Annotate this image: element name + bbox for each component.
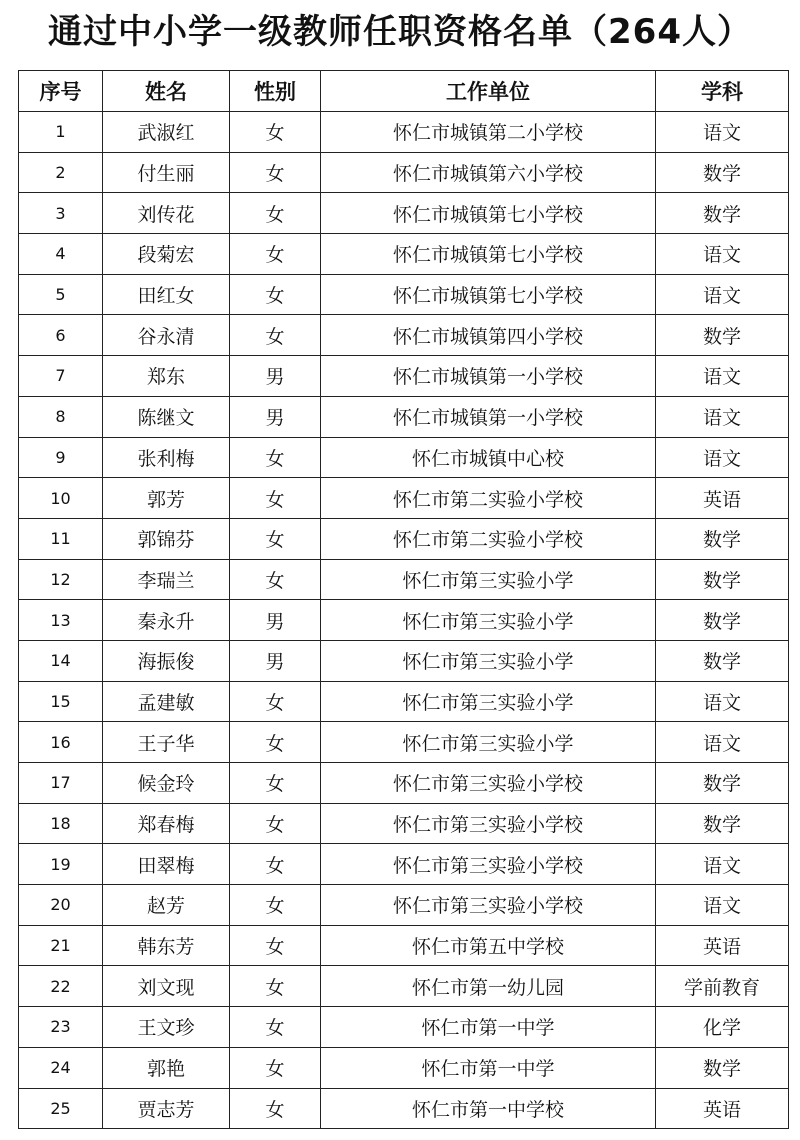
subject-cell: 英语 (656, 925, 789, 966)
gender-cell: 女 (230, 763, 321, 804)
subject-cell: 数学 (656, 193, 789, 234)
subject-cell: 语文 (656, 396, 789, 437)
subject-cell: 数学 (656, 559, 789, 600)
name-cell: 孟建敏 (103, 681, 230, 722)
gender-cell: 女 (230, 803, 321, 844)
work-unit-cell: 怀仁市第三实验小学校 (321, 844, 656, 885)
table-header-row (19, 71, 789, 112)
work-unit-cell: 怀仁市第一中学 (321, 1047, 656, 1088)
name-cell: 郑东 (103, 356, 230, 397)
gender-cell: 女 (230, 1047, 321, 1088)
teacher-roster-table (18, 70, 789, 1129)
header-work-unit: 工作单位 (321, 71, 656, 112)
name-cell: 李瑞兰 (103, 559, 230, 600)
serial-number-cell: 7 (19, 356, 103, 397)
serial-number-cell: 16 (19, 722, 103, 763)
header-name: 姓名 (103, 71, 230, 112)
gender-cell: 女 (230, 478, 321, 519)
table-row (19, 274, 789, 315)
work-unit-cell: 怀仁市第二实验小学校 (321, 518, 656, 559)
work-unit-cell: 怀仁市城镇第七小学校 (321, 274, 656, 315)
name-cell: 郭艳 (103, 1047, 230, 1088)
table-row (19, 152, 789, 193)
table-row (19, 966, 789, 1007)
serial-number-cell: 9 (19, 437, 103, 478)
work-unit-cell: 怀仁市城镇第二小学校 (321, 112, 656, 153)
table-row (19, 1047, 789, 1088)
gender-cell: 女 (230, 193, 321, 234)
serial-number-cell: 14 (19, 640, 103, 681)
serial-number-cell: 15 (19, 681, 103, 722)
table-row (19, 1007, 789, 1048)
serial-number-cell: 13 (19, 600, 103, 641)
subject-cell: 语文 (656, 274, 789, 315)
gender-cell: 女 (230, 274, 321, 315)
work-unit-cell: 怀仁市第一中学校 (321, 1088, 656, 1129)
gender-cell: 男 (230, 640, 321, 681)
subject-cell: 数学 (656, 518, 789, 559)
serial-number-cell: 3 (19, 193, 103, 234)
gender-cell: 女 (230, 1088, 321, 1129)
table-row (19, 112, 789, 153)
subject-cell: 语文 (656, 234, 789, 275)
table-row (19, 315, 789, 356)
table-row (19, 763, 789, 804)
name-cell: 秦永升 (103, 600, 230, 641)
name-cell: 刘传花 (103, 193, 230, 234)
table-row (19, 437, 789, 478)
serial-number-cell: 1 (19, 112, 103, 153)
table-row (19, 396, 789, 437)
name-cell: 郑春梅 (103, 803, 230, 844)
gender-cell: 女 (230, 234, 321, 275)
work-unit-cell: 怀仁市城镇第一小学校 (321, 396, 656, 437)
name-cell: 赵芳 (103, 885, 230, 926)
name-cell: 郭锦芬 (103, 518, 230, 559)
gender-cell: 男 (230, 356, 321, 397)
work-unit-cell: 怀仁市城镇第一小学校 (321, 356, 656, 397)
table-body (19, 112, 789, 1129)
work-unit-cell: 怀仁市第三实验小学 (321, 559, 656, 600)
table-row (19, 844, 789, 885)
work-unit-cell: 怀仁市第五中学校 (321, 925, 656, 966)
gender-cell: 女 (230, 925, 321, 966)
header-gender: 性别 (230, 71, 321, 112)
subject-cell: 数学 (656, 1047, 789, 1088)
work-unit-cell: 怀仁市第三实验小学 (321, 640, 656, 681)
subject-cell: 数学 (656, 315, 789, 356)
subject-cell: 语文 (656, 681, 789, 722)
gender-cell: 女 (230, 437, 321, 478)
serial-number-cell: 5 (19, 274, 103, 315)
work-unit-cell: 怀仁市第三实验小学 (321, 600, 656, 641)
subject-cell: 数学 (656, 600, 789, 641)
name-cell: 张利梅 (103, 437, 230, 478)
gender-cell: 女 (230, 844, 321, 885)
subject-cell: 学前教育 (656, 966, 789, 1007)
name-cell: 刘文现 (103, 966, 230, 1007)
work-unit-cell: 怀仁市城镇中心校 (321, 437, 656, 478)
table-row (19, 518, 789, 559)
table-row (19, 478, 789, 519)
name-cell: 陈继文 (103, 396, 230, 437)
header-subject: 学科 (656, 71, 789, 112)
table-row (19, 925, 789, 966)
gender-cell: 女 (230, 315, 321, 356)
work-unit-cell: 怀仁市第一中学 (321, 1007, 656, 1048)
name-cell: 段菊宏 (103, 234, 230, 275)
subject-cell: 语文 (656, 722, 789, 763)
gender-cell: 男 (230, 600, 321, 641)
work-unit-cell: 怀仁市第三实验小学校 (321, 885, 656, 926)
gender-cell: 女 (230, 559, 321, 600)
name-cell: 候金玲 (103, 763, 230, 804)
serial-number-cell: 4 (19, 234, 103, 275)
gender-cell: 男 (230, 396, 321, 437)
name-cell: 田翠梅 (103, 844, 230, 885)
work-unit-cell: 怀仁市城镇第四小学校 (321, 315, 656, 356)
name-cell: 付生丽 (103, 152, 230, 193)
name-cell: 王子华 (103, 722, 230, 763)
gender-cell: 女 (230, 681, 321, 722)
gender-cell: 女 (230, 722, 321, 763)
serial-number-cell: 6 (19, 315, 103, 356)
work-unit-cell: 怀仁市第三实验小学 (321, 681, 656, 722)
table-row (19, 722, 789, 763)
gender-cell: 女 (230, 112, 321, 153)
serial-number-cell: 18 (19, 803, 103, 844)
table-row (19, 1088, 789, 1129)
serial-number-cell: 10 (19, 478, 103, 519)
work-unit-cell: 怀仁市第三实验小学校 (321, 763, 656, 804)
table-row (19, 559, 789, 600)
name-cell: 贾志芳 (103, 1088, 230, 1129)
name-cell: 武淑红 (103, 112, 230, 153)
subject-cell: 语文 (656, 112, 789, 153)
table-row (19, 885, 789, 926)
serial-number-cell: 8 (19, 396, 103, 437)
table-row (19, 681, 789, 722)
name-cell: 韩东芳 (103, 925, 230, 966)
gender-cell: 女 (230, 885, 321, 926)
serial-number-cell: 2 (19, 152, 103, 193)
gender-cell: 女 (230, 966, 321, 1007)
gender-cell: 女 (230, 518, 321, 559)
table-row (19, 193, 789, 234)
work-unit-cell: 怀仁市第一幼儿园 (321, 966, 656, 1007)
gender-cell: 女 (230, 152, 321, 193)
subject-cell: 语文 (656, 437, 789, 478)
subject-cell: 化学 (656, 1007, 789, 1048)
work-unit-cell: 怀仁市第三实验小学 (321, 722, 656, 763)
subject-cell: 英语 (656, 1088, 789, 1129)
subject-cell: 英语 (656, 478, 789, 519)
name-cell: 海振俊 (103, 640, 230, 681)
name-cell: 王文珍 (103, 1007, 230, 1048)
serial-number-cell: 25 (19, 1088, 103, 1129)
table-row (19, 600, 789, 641)
serial-number-cell: 23 (19, 1007, 103, 1048)
subject-cell: 数学 (656, 763, 789, 804)
serial-number-cell: 24 (19, 1047, 103, 1088)
subject-cell: 数学 (656, 640, 789, 681)
gender-cell: 女 (230, 1007, 321, 1048)
subject-cell: 语文 (656, 844, 789, 885)
work-unit-cell: 怀仁市第三实验小学校 (321, 803, 656, 844)
document-title: 通过中小学一级教师任职资格名单（264人） (48, 12, 752, 52)
serial-number-cell: 20 (19, 885, 103, 926)
work-unit-cell: 怀仁市城镇第七小学校 (321, 234, 656, 275)
work-unit-cell: 怀仁市城镇第六小学校 (321, 152, 656, 193)
serial-number-cell: 12 (19, 559, 103, 600)
table-row (19, 803, 789, 844)
serial-number-cell: 19 (19, 844, 103, 885)
serial-number-cell: 22 (19, 966, 103, 1007)
header-serial-number: 序号 (19, 71, 103, 112)
name-cell: 郭芳 (103, 478, 230, 519)
serial-number-cell: 11 (19, 518, 103, 559)
subject-cell: 数学 (656, 152, 789, 193)
subject-cell: 数学 (656, 803, 789, 844)
subject-cell: 语文 (656, 356, 789, 397)
name-cell: 田红女 (103, 274, 230, 315)
table-row (19, 356, 789, 397)
table-row (19, 234, 789, 275)
serial-number-cell: 21 (19, 925, 103, 966)
serial-number-cell: 17 (19, 763, 103, 804)
table-row (19, 640, 789, 681)
name-cell: 谷永清 (103, 315, 230, 356)
work-unit-cell: 怀仁市第二实验小学校 (321, 478, 656, 519)
work-unit-cell: 怀仁市城镇第七小学校 (321, 193, 656, 234)
subject-cell: 语文 (656, 885, 789, 926)
